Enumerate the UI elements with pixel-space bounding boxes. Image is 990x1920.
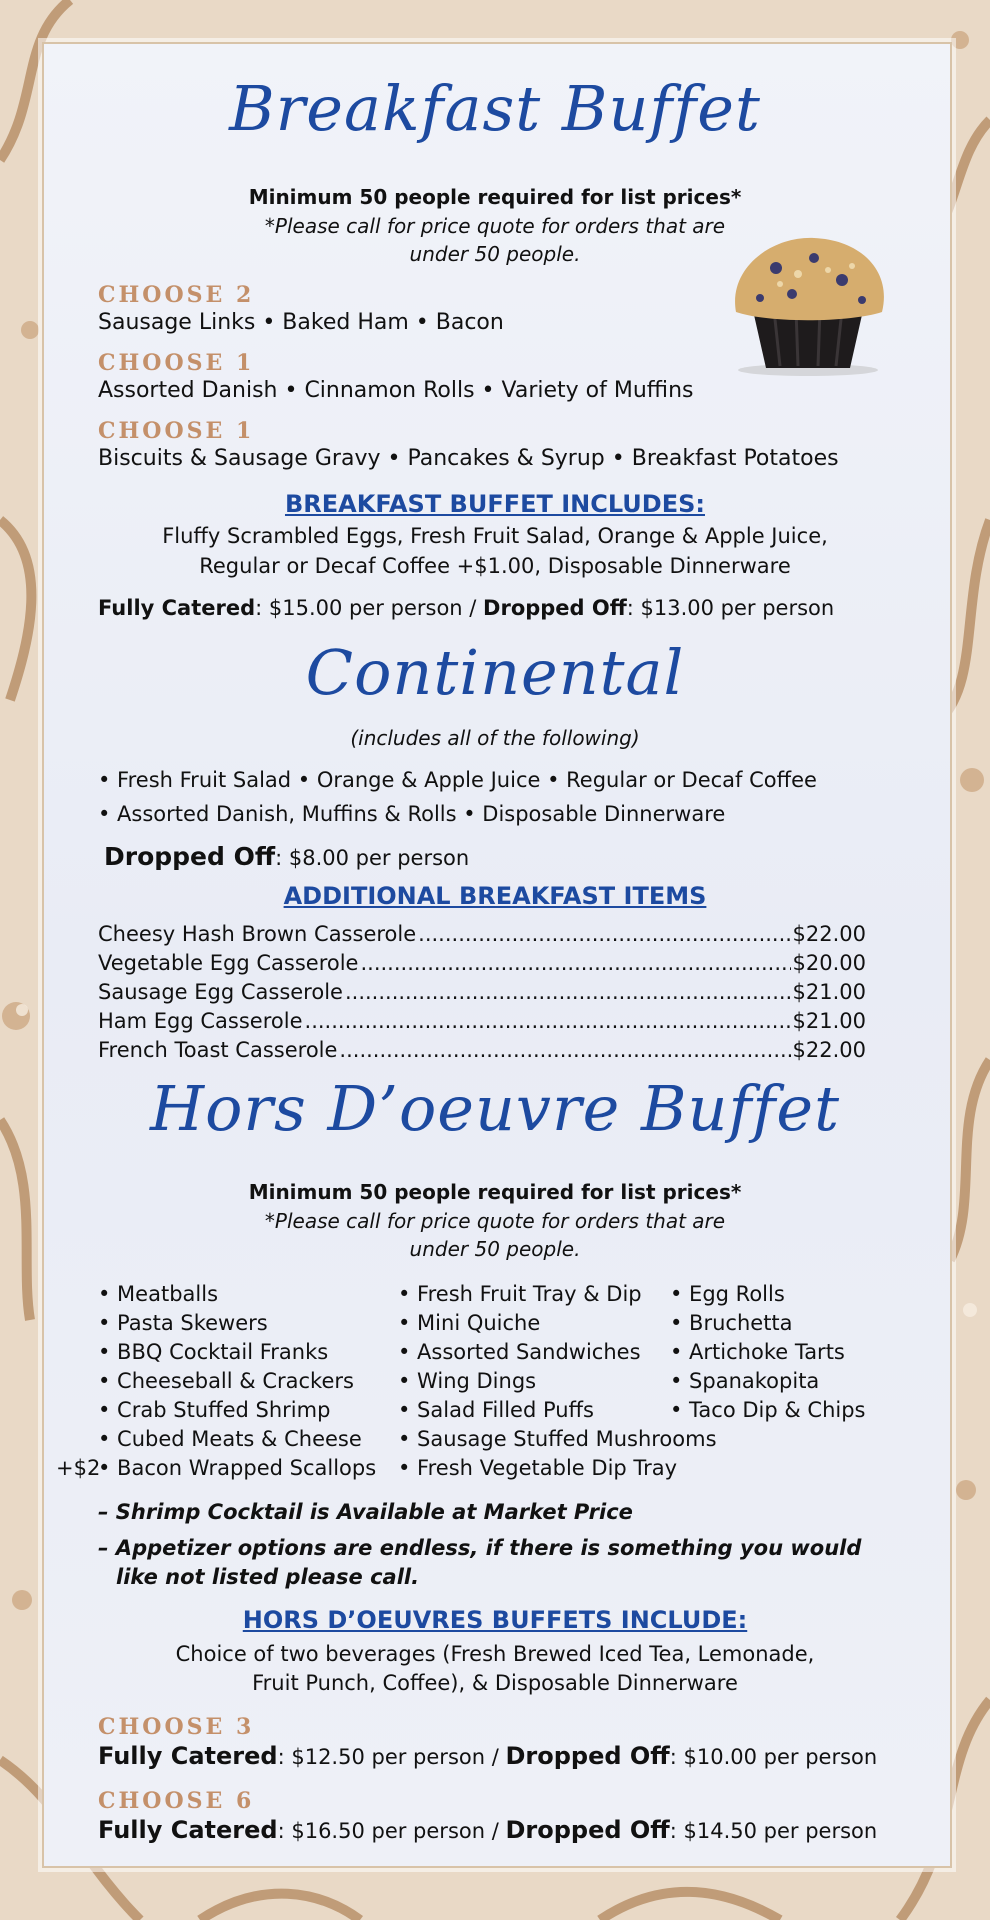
dropped-off-label: Dropped Off: [104, 842, 276, 871]
continental-title: Continental: [305, 636, 685, 709]
list-item: • Cubed Meats & Cheese: [98, 1427, 362, 1451]
hors-column-3: [670, 1280, 866, 1425]
hors-choose-label: CHOOSE 6: [98, 1788, 255, 1814]
dropped-off-price: : $8.00 per person: [275, 846, 470, 870]
hors-doeuvre-title: Hors D’oeuvre Buffet: [150, 1072, 840, 1145]
leader-dots: [339, 1038, 790, 1062]
breakfast-call-note-2: under 50 people.: [409, 242, 581, 266]
list-item: • Assorted Sandwiches: [398, 1340, 641, 1364]
breakfast-choose-label: CHOOSE 2: [98, 282, 255, 308]
item-price: $22.00: [792, 1038, 866, 1062]
item-name: Cheesy Hash Brown Casserole: [98, 922, 417, 946]
hors-includes-line: Fruit Punch, Coffee), & Disposable Dinnerware: [252, 1671, 738, 1695]
list-item: • Fresh Fruit Tray & Dip: [398, 1282, 642, 1306]
item-price: $21.00: [792, 980, 866, 1004]
list-item: • BBQ Cocktail Franks: [98, 1340, 329, 1364]
hors-column-1: [98, 1280, 376, 1483]
hors-pricing: [98, 1742, 877, 1770]
breakfast-pricing: [98, 596, 834, 620]
list-item: • Meatballs: [98, 1282, 219, 1306]
hors-includes-line: Choice of two beverages (Fresh Brewed Iced Tea, Lemonade,: [175, 1642, 815, 1666]
leader-dots: [305, 1009, 791, 1033]
breakfast-minimum: Minimum 50 people required for list prices*: [248, 185, 742, 209]
continental-items-row: • Assorted Danish, Muffins & Rolls • Disposable Dinnerware: [98, 802, 726, 826]
fully-catered-label: Fully Catered: [98, 596, 256, 620]
breakfast-title: Breakfast Buffet: [229, 72, 761, 145]
breakfast-call-note-1: *Please call for price quote for orders that are: [264, 214, 726, 238]
surcharge-label: +$2: [56, 1456, 101, 1480]
breakfast-options: Sausage Links • Baked Ham • Bacon: [98, 310, 504, 335]
item-name: Vegetable Egg Casserole: [98, 951, 359, 975]
list-item: • Pasta Skewers: [98, 1311, 268, 1335]
hors-call-note-1: *Please call for price quote for orders that are: [264, 1209, 726, 1233]
hors-call-note-2: under 50 people.: [409, 1237, 581, 1261]
breakfast-includes-heading: BREAKFAST BUFFET INCLUDES:: [284, 490, 705, 518]
list-item: • Crab Stuffed Shrimp: [98, 1398, 331, 1422]
fully-catered-label: Fully Catered: [98, 1742, 278, 1770]
item-price: $21.00: [792, 1009, 866, 1033]
hors-column-2: [398, 1280, 717, 1483]
item-price: $22.00: [792, 922, 866, 946]
leader-dots: [345, 980, 791, 1004]
dropped-off-price: : $13.00 per person: [626, 596, 835, 620]
hors-minimum: Minimum 50 people required for list prices*: [248, 1180, 742, 1204]
fully-catered-label: Fully Catered: [98, 1816, 278, 1844]
item-name: Ham Egg Casserole: [98, 1009, 303, 1033]
continental-pricing: [104, 842, 469, 871]
list-item: • Egg Rolls: [670, 1282, 785, 1306]
dropped-off-price: : $14.50 per person: [669, 1819, 878, 1843]
list-item: • Artichoke Tarts: [670, 1340, 845, 1364]
breakfast-options: Assorted Danish • Cinnamon Rolls • Variety of Muffins: [98, 378, 694, 403]
fully-catered-price: : $16.50 per person /: [277, 1819, 506, 1843]
continental-subtitle: (includes all of the following): [350, 726, 640, 750]
continental-items-row: • Fresh Fruit Salad • Orange & Apple Juice • Regular or Decaf Coffee: [98, 768, 817, 792]
dropped-off-label: Dropped Off: [483, 596, 627, 620]
list-item: • Fresh Vegetable Dip Tray: [398, 1456, 678, 1480]
hors-includes-heading: HORS D’OEUVRES BUFFETS INCLUDE:: [242, 1606, 748, 1634]
dropped-off-label: Dropped Off: [505, 1816, 670, 1844]
additional-items-heading: ADDITIONAL BREAKFAST ITEMS: [283, 882, 707, 910]
shrimp-note: – Shrimp Cocktail is Available at Market Price: [98, 1500, 633, 1524]
item-price: $20.00: [792, 951, 866, 975]
breakfast-options: Biscuits & Sausage Gravy • Pancakes & Syrup • Breakfast Potatoes: [98, 446, 839, 471]
price-row: [98, 1038, 866, 1062]
appetizer-note: – Appetizer options are endless, if there is something you would: [98, 1536, 862, 1560]
dropped-off-price: : $10.00 per person: [669, 1745, 878, 1769]
price-row: [98, 1009, 866, 1033]
price-row: [98, 922, 866, 946]
item-name: Sausage Egg Casserole: [98, 980, 343, 1004]
breakfast-choose-label: CHOOSE 1: [98, 350, 255, 376]
list-item: • Sausage Stuffed Mushrooms: [398, 1427, 717, 1451]
list-item: • Cheeseball & Crackers: [98, 1369, 354, 1393]
fully-catered-price: : $12.50 per person /: [277, 1745, 506, 1769]
list-item: • Spanakopita: [670, 1369, 820, 1393]
list-item: • Taco Dip & Chips: [670, 1398, 866, 1422]
item-name: French Toast Casserole: [98, 1038, 338, 1062]
list-item: • Bacon Wrapped Scallops: [98, 1456, 377, 1480]
price-row: [98, 980, 866, 1004]
list-item: • Mini Quiche: [398, 1311, 541, 1335]
price-row: [98, 951, 866, 975]
dropped-off-label: Dropped Off: [505, 1742, 670, 1770]
breakfast-includes-line: Regular or Decaf Coffee +$1.00, Disposable Dinnerware: [199, 554, 791, 578]
list-item: • Wing Dings: [398, 1369, 537, 1393]
leader-dots: [418, 922, 790, 946]
breakfast-choose-label: CHOOSE 1: [98, 418, 255, 444]
fully-catered-price: : $15.00 per person /: [255, 596, 484, 620]
leader-dots: [360, 951, 790, 975]
list-item: • Bruchetta: [670, 1311, 793, 1335]
hors-pricing: [98, 1816, 877, 1844]
list-item: • Salad Filled Puffs: [398, 1398, 594, 1422]
breakfast-includes-line: Fluffy Scrambled Eggs, Fresh Fruit Salad, Orange & Apple Juice,: [162, 524, 828, 548]
hors-choose-label: CHOOSE 3: [98, 1714, 255, 1740]
appetizer-note: like not listed please call.: [116, 1565, 420, 1589]
